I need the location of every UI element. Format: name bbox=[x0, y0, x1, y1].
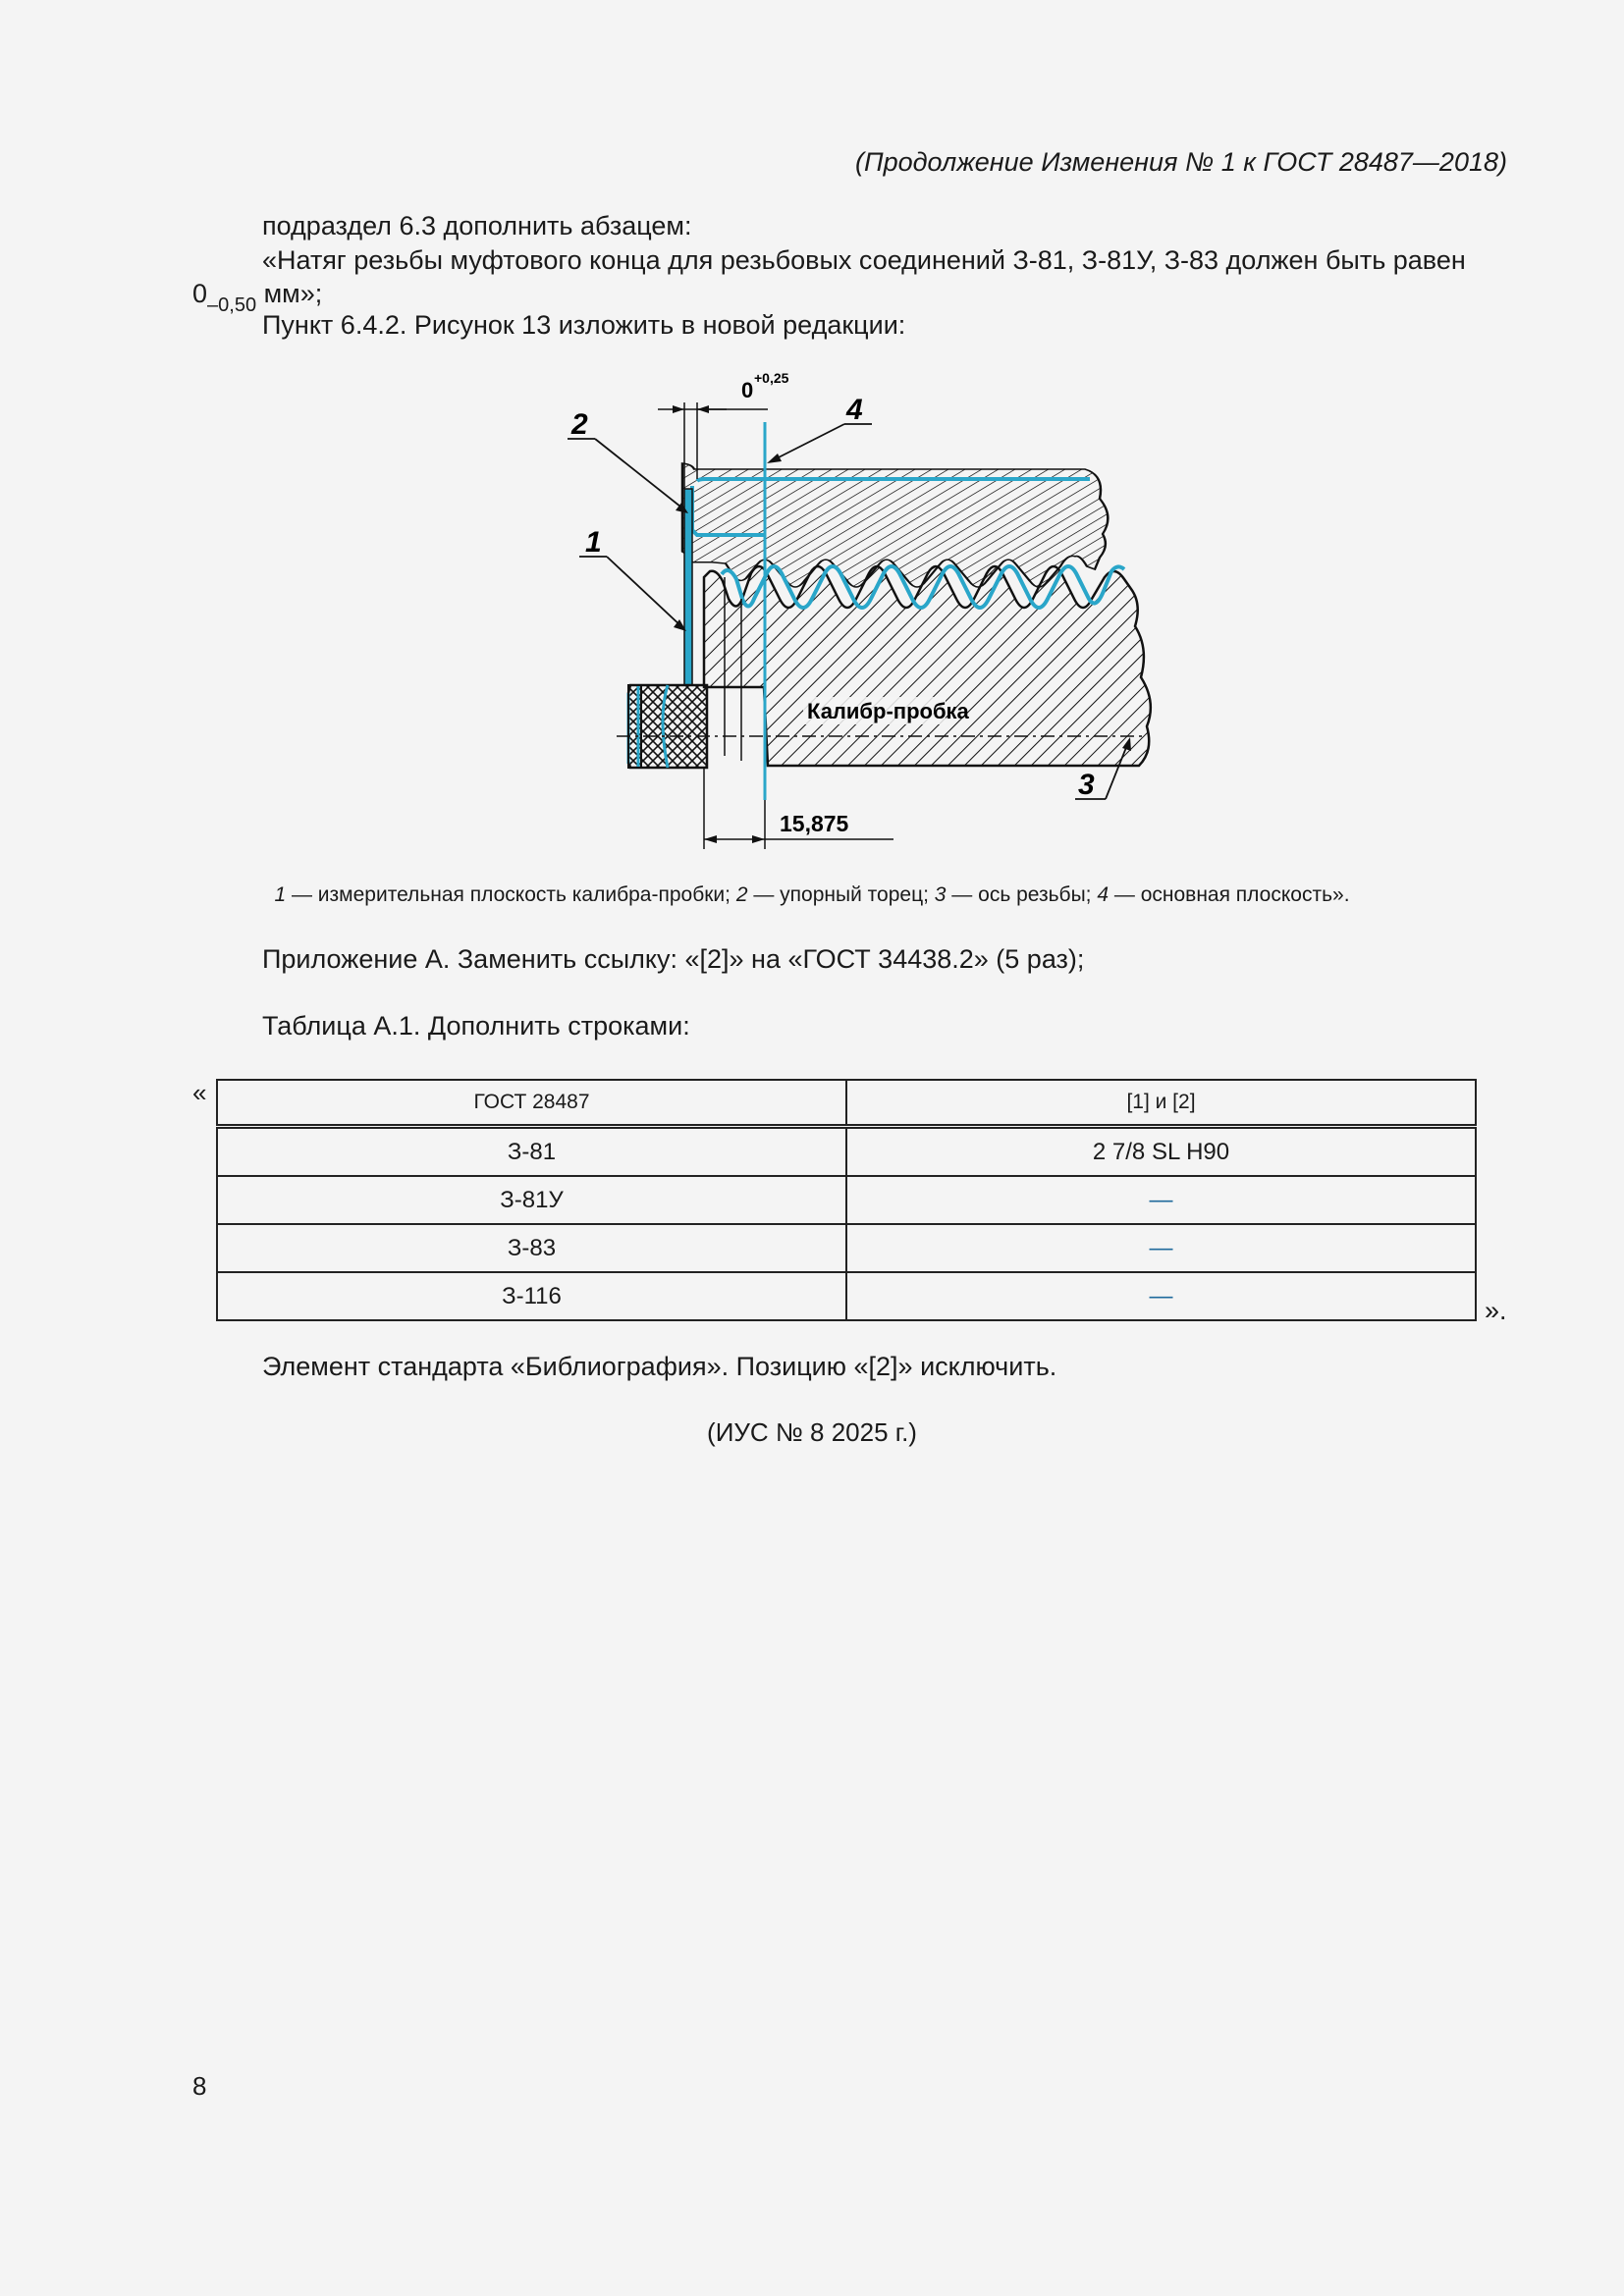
callout-4-leader bbox=[771, 424, 844, 461]
table-row bbox=[217, 1272, 1476, 1320]
table-close-quote: ». bbox=[1485, 1296, 1507, 1325]
table-header-row bbox=[217, 1080, 1476, 1127]
gauge-label: Калибр-пробка bbox=[807, 699, 969, 723]
tolerance-superscript: +0,25 bbox=[754, 370, 789, 386]
callout-1-label: 1 bbox=[585, 526, 602, 559]
cell-gost: З-81У bbox=[217, 1176, 846, 1224]
ius-reference: (ИУС № 8 2025 г.) bbox=[707, 1417, 917, 1447]
cell-ref: — bbox=[846, 1272, 1476, 1320]
table-open-quote: « bbox=[192, 1078, 207, 1107]
legend-num-4: 4 bbox=[1097, 883, 1110, 906]
callout-2-leader bbox=[595, 439, 685, 510]
header-gost: ГОСТ 28487 bbox=[217, 1080, 846, 1127]
paragraph-interference-quote: «Натяг резьбы муфтового конца для резьбовых соединений З-81, З-81У, З-83 должен быть равен bbox=[262, 245, 1466, 275]
legend-text-4: — основная плоскость». bbox=[1109, 883, 1350, 906]
tolerance-label: 0 bbox=[741, 378, 754, 402]
cell-ref: — bbox=[846, 1224, 1476, 1272]
paragraph-table-a1: Таблица А.1. Дополнить строками: bbox=[262, 1011, 690, 1041]
cell-gost: З-116 bbox=[217, 1272, 846, 1320]
callout-3-label: 3 bbox=[1078, 769, 1095, 801]
running-header: (Продолжение Изменения № 1 к ГОСТ 28487—2018) bbox=[855, 147, 1507, 177]
legend-num-2: 2 bbox=[735, 883, 748, 906]
paragraph-subsection-6-3: подраздел 6.3 дополнить абзацем: bbox=[262, 211, 692, 240]
paragraph-figure-13: Пункт 6.4.2. Рисунок 13 изложить в новой редакции: bbox=[262, 310, 906, 340]
coupling-top-edge bbox=[697, 479, 1090, 481]
callout-4-arrow bbox=[767, 454, 782, 463]
table-row bbox=[217, 1224, 1476, 1272]
dim-15875-arrow-right bbox=[752, 835, 765, 843]
cell-gost: З-81 bbox=[217, 1127, 846, 1177]
interference-value: 0 bbox=[192, 279, 208, 308]
table-a1-rows bbox=[216, 1079, 1477, 1321]
page-number: 8 bbox=[192, 2071, 207, 2101]
legend-text-3: — ось резьбы; bbox=[946, 883, 1098, 906]
callout-4-label: 4 bbox=[846, 394, 863, 426]
cell-gost: З-83 bbox=[217, 1224, 846, 1272]
tolerance-arrow-left bbox=[673, 405, 684, 413]
callout-1-leader bbox=[607, 557, 683, 628]
cell-ref: — bbox=[846, 1176, 1476, 1224]
measuring-plane bbox=[684, 489, 692, 685]
interference-tolerance: –0,50 bbox=[207, 294, 257, 316]
paragraph-bibliography: Элемент стандарта «Библиография». Позицию «[2]» исключить. bbox=[262, 1352, 1057, 1381]
paragraph-appendix-a: Приложение А. Заменить ссылку: «[2]» на «ГОСТ 34438.2» (5 раз); bbox=[262, 944, 1085, 974]
figure-legend bbox=[0, 883, 1624, 907]
figure-13-drawing bbox=[550, 363, 1159, 864]
dim-15875-arrow-left bbox=[704, 835, 717, 843]
legend-text-2: — упорный торец; bbox=[747, 883, 935, 906]
legend-text-1: — измерительная плоскость калибра-пробки; bbox=[286, 883, 736, 906]
interference-unit: мм»; bbox=[256, 279, 323, 308]
dim-15875-label: 15,875 bbox=[780, 811, 849, 836]
legend-num-1: 1 bbox=[274, 883, 287, 906]
legend-num-3: 3 bbox=[934, 883, 947, 906]
cell-ref: 2 7/8 SL H90 bbox=[846, 1127, 1476, 1177]
header-refs: [1] и [2] bbox=[846, 1080, 1476, 1127]
callout-2-label: 2 bbox=[571, 408, 588, 441]
table-row bbox=[217, 1127, 1476, 1177]
table-row bbox=[217, 1176, 1476, 1224]
